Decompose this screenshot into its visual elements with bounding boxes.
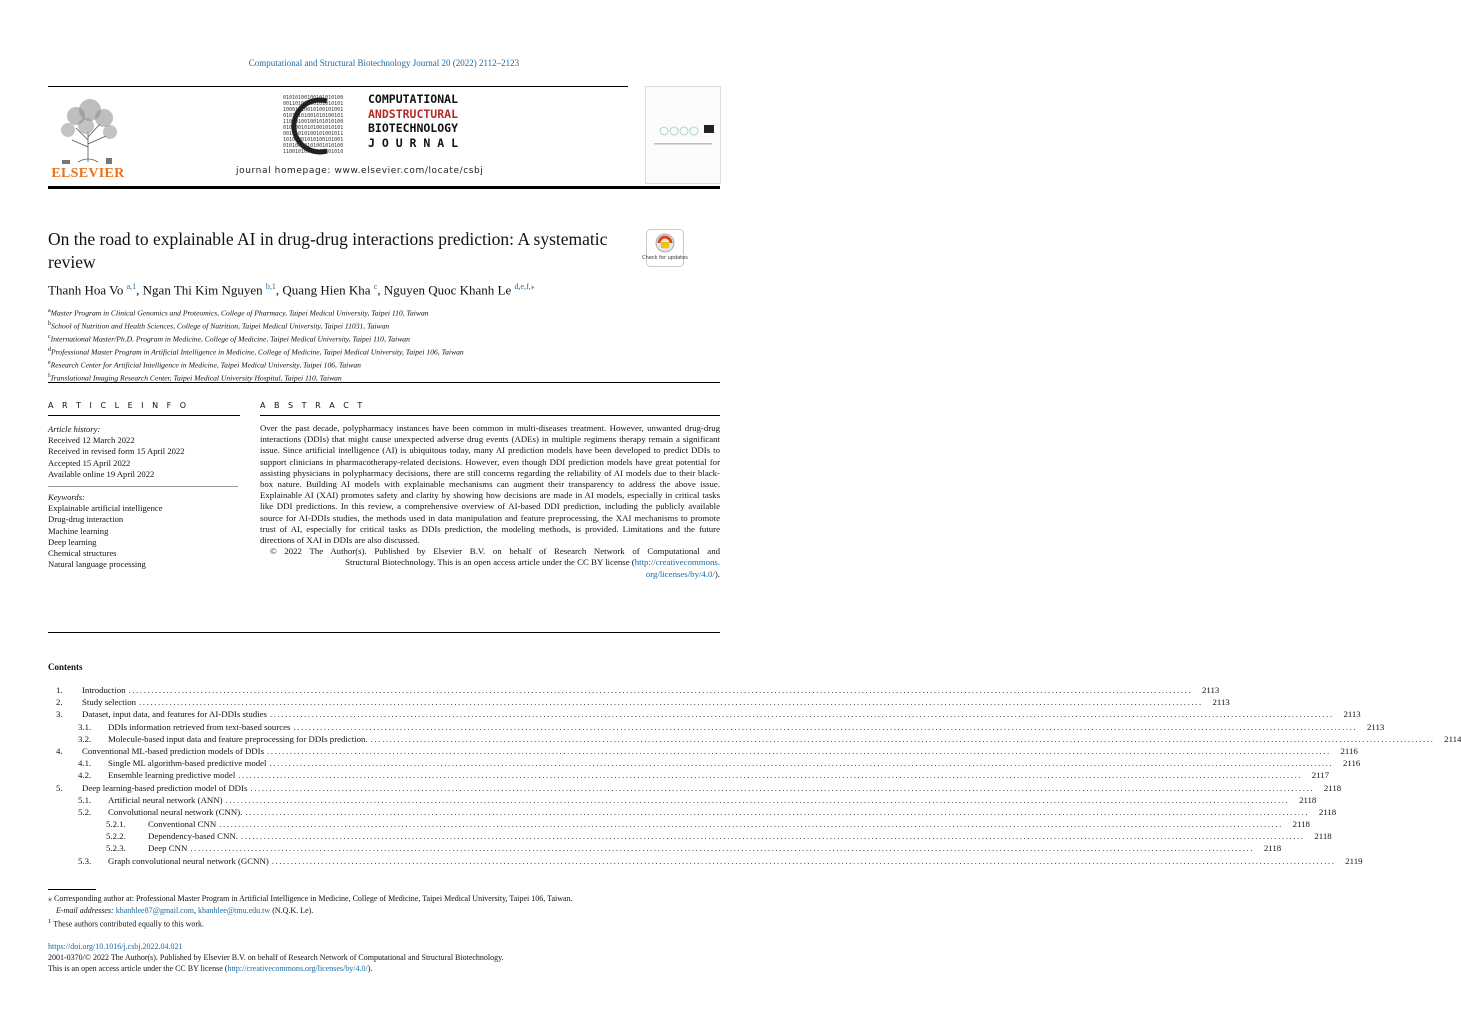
issn-line: 2001-0370/© 2022 The Author(s). Published by Elsevier B.V. on behalf of Research Network of Computational and Structural Biotechnology. — [48, 953, 504, 962]
toc-number: 3. — [56, 709, 63, 720]
affiliation-item — [48, 345, 728, 358]
journal-reference[interactable]: Computational and Structural Biotechnology Journal 20 (2022) 2112–2123 — [248, 58, 520, 68]
author-name[interactable]: Ngan Thi Kim Nguyen — [142, 282, 263, 298]
elsevier-wordmark: ELSEVIER — [51, 166, 125, 181]
abstract — [260, 423, 720, 580]
affiliation-text: Master Program in Clinical Genomics and Proteomics, College of Pharmacy, Taipei Medical University, Taipei 110, Taiwan — [50, 308, 429, 318]
toc-entry[interactable] — [48, 806, 1337, 819]
toc-label: DDIs information retrieved from text-based sources — [108, 721, 291, 732]
license-link[interactable]: org/licenses/by/4.0/ — [645, 568, 715, 579]
history-item: Received in revised form 15 April 2022 — [48, 446, 185, 457]
info-divider — [48, 486, 238, 487]
article-title: On the road to explainable AI in drug-drug interactions prediction: A systematic review — [48, 229, 608, 272]
toc-page-number: 2118 — [1292, 819, 1310, 830]
copyright-line — [270, 569, 720, 580]
toc-number: 2. — [56, 697, 63, 708]
toc-page-number: 2113 — [1202, 685, 1220, 695]
author-name[interactable]: Thanh Hoa Vo — [48, 282, 124, 298]
toc-number: 4. — [56, 745, 63, 756]
affiliation-item — [48, 319, 728, 332]
journal-name-line-1: COMPUTATIONAL — [368, 92, 459, 106]
toc-leader-dots — [190, 843, 1254, 853]
doi-link[interactable]: https://doi.org/10.1016/j.csbj.2022.04.021 — [48, 942, 183, 951]
author-affil-marker[interactable]: c — [373, 282, 378, 291]
copyright-text: ). — [714, 568, 720, 579]
open-access-text: ). — [367, 964, 373, 973]
copyright-text: Structural Biotechnology. This is an open access article under the CC BY license ( — [345, 557, 635, 568]
toc-entry[interactable] — [48, 745, 1358, 758]
keyword-item: Chemical structures — [48, 548, 117, 559]
equal-contribution-text: These authors contributed equally to this work. — [53, 919, 205, 929]
contents-heading: Contents — [48, 662, 83, 672]
article-info-heading: A R T I C L E I N F O — [48, 401, 190, 410]
journal-name — [368, 92, 458, 150]
open-access-text: This is an open access article under the CC BY license ( — [48, 964, 228, 973]
toc-entry[interactable] — [48, 819, 1310, 831]
toc-page-number: 2117 — [1311, 770, 1330, 781]
toc-page-number: 2118 — [1299, 794, 1317, 805]
affiliation-marker: f — [48, 372, 50, 379]
toc-page-number: 2116 — [1340, 745, 1358, 756]
affiliation-item — [48, 332, 728, 345]
toc-leader-dots — [245, 807, 1309, 817]
author-name[interactable]: Quang Hien Kha — [282, 282, 371, 298]
affiliation-item — [48, 358, 728, 371]
article-info — [48, 424, 240, 570]
toc-page-number: 2118 — [1318, 806, 1337, 817]
toc-number: 1. — [56, 685, 63, 695]
email-suffix: (N.Q.K. Le). — [272, 905, 314, 915]
article-info-rule — [48, 415, 240, 416]
toc-entry[interactable] — [48, 697, 1230, 709]
keyword-item: Deep learning — [48, 536, 97, 547]
journal-cover-thumbnail[interactable] — [645, 86, 721, 184]
toc-number: 5.2.3. — [106, 843, 126, 854]
affiliation-list — [48, 306, 728, 384]
toc-leader-dots — [250, 783, 1314, 793]
toc-entry[interactable] — [48, 782, 1342, 795]
toc-number: 5.2.2. — [106, 831, 126, 842]
toc-label: Conventional CNN — [148, 819, 217, 830]
history-label: Article history: — [48, 424, 101, 434]
keyword-item: Explainable artificial intelligence — [48, 503, 163, 514]
history-item: Available online 19 April 2022 — [48, 468, 155, 479]
copyright-line — [270, 557, 720, 568]
toc-entry[interactable] — [48, 843, 1282, 855]
toc-number: 5.2.1. — [106, 819, 126, 830]
toc-entry[interactable] — [48, 733, 1461, 746]
affiliation-marker: c — [48, 333, 51, 340]
abstract-heading: A B S T R A C T — [260, 401, 366, 410]
email-link[interactable]: khanhlee@tmu.edu.tw — [197, 905, 271, 915]
abstract-rule — [260, 415, 720, 416]
toc-label: Deep learning-based prediction model of DDIs — [82, 782, 248, 793]
copyright-line: © 2022 The Author(s). Published by Elsevier B.V. on behalf of Research Network of Computational and — [270, 546, 720, 557]
svg-text:00110100100101010101: 00110100100101010101 — [283, 101, 344, 107]
toc-leader-dots — [238, 770, 1302, 780]
affiliation-marker: a — [48, 308, 51, 314]
footnote-marker: 1 — [48, 918, 52, 926]
toc-page-number: 2116 — [1342, 758, 1361, 769]
toc-leader-dots — [371, 734, 1435, 744]
section-rule — [48, 382, 720, 383]
toc-label: Dataset, input data, and features for AI-DDIs studies — [82, 709, 267, 720]
toc-page-number: 2118 — [1263, 843, 1282, 854]
section-rule — [48, 632, 720, 633]
affiliation-marker: b — [48, 320, 51, 327]
toc-leader-dots — [269, 758, 1333, 768]
toc-label: Single ML algorithm-based predictive model — [108, 758, 267, 769]
toc-label: Graph convolutional neural network (GCNN) — [108, 855, 269, 866]
toc-number: 5.2. — [78, 806, 92, 817]
svg-text:11001010010101001010: 11001010010101001010 — [283, 149, 344, 155]
binary-digits-logo-icon — [283, 93, 361, 159]
toc-label: Study selection — [82, 697, 136, 708]
toc-number: 5.3. — [78, 855, 92, 866]
abstract-copyright — [260, 546, 720, 580]
keywords-label: Keywords: — [48, 492, 85, 503]
toc-leader-dots — [226, 795, 1290, 805]
footnotes — [48, 893, 728, 930]
svg-text:01010010101001010100: 01010010101001010100 — [283, 143, 344, 149]
doi-block — [48, 941, 728, 974]
svg-text:01010100100101010100: 01010100100101010100 — [283, 95, 344, 101]
toc-page-number: 2114 — [1444, 733, 1461, 744]
email-link[interactable]: khanhlee87@gmail.com — [115, 905, 194, 915]
toc-entry[interactable] — [48, 685, 1220, 697]
toc-number: 3.2. — [78, 733, 92, 744]
toc-entry[interactable] — [48, 831, 1332, 843]
toc-entry[interactable] — [48, 794, 1317, 807]
affiliation-text: Translational Imaging Research Center, Taipei Medical University Hospital, Taipei 110, Taiwan — [50, 373, 342, 383]
journal-name-line-4: J O U R N A L — [368, 135, 459, 150]
svg-text:10101001010100101001: 10101001010100101001 — [283, 137, 344, 143]
header-thick-rule — [48, 186, 720, 189]
toc-leader-dots — [293, 722, 1357, 732]
toc-entry[interactable] — [48, 721, 1385, 734]
toc-label: Convolutional neural network (CNN). — [108, 806, 243, 817]
abstract-text: Over the past decade, polypharmacy instances have been common in multi-diseases treatment. However, unwanted drug-drug interactions (DDIs) that might cause unexpected adverse drug events (ADEs) in multiple regimens therapy remain a significant issue. Since artificial intelligence (AI) is ubiquitous today, many AI prediction models have been developed to predict DDIs to support clinicians in pharmacotherapy-related decisions. However, even though DDI prediction models have great potential for assisting physicians in polypharmacy decisions, there are still concerns regarding the reliability of AI models due to their black-box nature. Building AI models with explainable mechanisms can augment their transparency to address the above issue. Explainable AI (XAI) promotes safety and clarity by showing how decisions are made in AI models, especially in critical tasks like DDI predictions. In this review, a comprehensive overview of AI-based DDI prediction, including the publicly available source for AI-DDIs studies, the methods used in data manipulation and feature preprocessing, the XAI mechanisms to promote trust of AI, especially for critical tasks as DDIs prediction, the modeling methods, is provided. Limitations and the future directions of XAI in DDIs are also discussed. — [260, 423, 720, 546]
toc-label: Ensemble learning predictive model — [108, 770, 236, 781]
email-label: E-mail addresses: — [56, 905, 114, 915]
toc-entry[interactable] — [48, 709, 1361, 721]
affiliation-item — [48, 306, 728, 319]
history-item: Received 12 March 2022 — [48, 435, 135, 446]
affiliation-marker: d — [48, 346, 51, 353]
svg-text:00101010100101001011: 00101010100101001011 — [283, 131, 344, 137]
keyword-item: Machine learning — [48, 525, 109, 536]
corresponding-author-note: ⁎ Corresponding author at: Professional Master Program in Artificial Intelligence in Medicine, College of Medicine, Taipei Medical University, Taipei 106, Taiwan. — [48, 894, 573, 903]
license-link[interactable]: http://creativecommons.org/licenses/by/4.0/ — [227, 964, 368, 973]
affiliation-text: International Master/Ph.D. Program in Medicine, College of Medicine, Taipei Medical University, Taipei 110, Taiwan — [50, 334, 410, 344]
author-affil-marker[interactable]: a,1 — [126, 282, 137, 291]
author-name[interactable]: Nguyen Quoc Khanh Le — [383, 282, 512, 298]
toc-number: 5.1. — [78, 794, 92, 805]
toc-entry[interactable] — [48, 770, 1330, 782]
toc-page-number: 2119 — [1345, 855, 1363, 866]
toc-page-number: 2118 — [1323, 782, 1342, 793]
toc-leader-dots — [272, 856, 1336, 866]
svg-text:11010100100101010100: 11010100100101010100 — [283, 119, 344, 125]
toc-label: Molecule-based input data and feature preprocessing for DDIs prediction. — [108, 733, 368, 744]
affiliation-marker: e — [48, 359, 51, 366]
toc-leader-dots — [267, 746, 1331, 756]
toc-number: 4.2. — [78, 770, 92, 781]
affiliation-text: School of Nutrition and Health Sciences, College of Nutrition, Taipei Medical University, Taipei 11031, Taiwan — [51, 321, 390, 331]
email-line: E-mail addresses: khanhlee87@gmail.com, khanhlee@tmu.edu.tw (N.Q.K. Le). — [56, 905, 314, 915]
toc-page-number: 2118 — [1314, 831, 1332, 842]
toc-leader-dots — [219, 819, 1283, 829]
author-affil-marker[interactable]: b,1 — [265, 282, 276, 291]
open-access-line — [48, 963, 728, 974]
journal-name-line-2: ANDSTRUCTURAL — [368, 106, 459, 121]
toc-page-number: 2113 — [1343, 709, 1361, 720]
history-item: Accepted 15 April 2022 — [48, 457, 131, 468]
keyword-item: Natural language processing — [48, 559, 146, 570]
toc-number: 4.1. — [78, 758, 92, 769]
toc-entry[interactable] — [48, 855, 1363, 868]
svg-text:01010010101001010101: 01010010101001010101 — [283, 125, 344, 131]
author-affil-marker[interactable]: d,e,f,⁎ — [514, 282, 535, 291]
toc-number: 5. — [56, 782, 63, 793]
toc-entry[interactable] — [48, 758, 1361, 770]
toc-label: Artificial neural network (ANN) — [108, 794, 223, 805]
affiliation-text: Research Center for Artificial Intelligence in Medicine, Taipei Medical University, Taipei 106, Taiwan — [50, 360, 361, 370]
toc-leader-dots — [241, 831, 1305, 841]
toc-label: Dependency-based CNN. — [148, 831, 238, 842]
toc-label: Introduction — [82, 685, 126, 695]
check-for-updates-icon[interactable] — [642, 229, 688, 267]
toc-leader-dots — [139, 697, 1203, 707]
svg-text:01010101001010100101: 01010101001010100101 — [283, 113, 344, 119]
svg-text:10001010010100101001: 10001010010100101001 — [283, 107, 344, 113]
toc-page-number: 2113 — [1212, 697, 1230, 708]
author-list: Thanh Hoa Vo $^{a,1}$, Ngan Thi Kim Nguyen $^{b,1}$, Quang Hien Kha $^c$, Nguyen Quoc Khanh Le $^{d,e,f,⁎}$ — [48, 282, 535, 298]
toc-leader-dots — [129, 685, 1193, 695]
equal-contribution-note — [48, 916, 728, 930]
table-of-contents — [48, 685, 1461, 868]
toc-leader-dots — [270, 709, 1334, 719]
keyword-item: Drug-drug interaction — [48, 514, 124, 525]
toc-label: Deep CNN — [148, 843, 188, 854]
journal-name-line-3: BIOTECHNOLOGY — [368, 121, 459, 135]
check-for-updates-label: Check for updates — [642, 255, 688, 261]
journal-homepage[interactable]: journal homepage: www.elsevier.com/locate/csbj — [236, 166, 484, 176]
footnote-rule — [48, 889, 96, 890]
toc-number: 3.1. — [78, 721, 92, 732]
toc-page-number: 2113 — [1366, 721, 1385, 732]
license-link[interactable]: http://creativecommons. — [634, 557, 720, 568]
header-rule — [48, 86, 628, 87]
toc-label: Conventional ML-based prediction models of DDIs — [82, 745, 265, 756]
affiliation-text: Professional Master Program in Artificial Intelligence in Medicine, College of Medicine, Taipei Medical University, Taipei 106, Taiwan — [51, 347, 464, 357]
